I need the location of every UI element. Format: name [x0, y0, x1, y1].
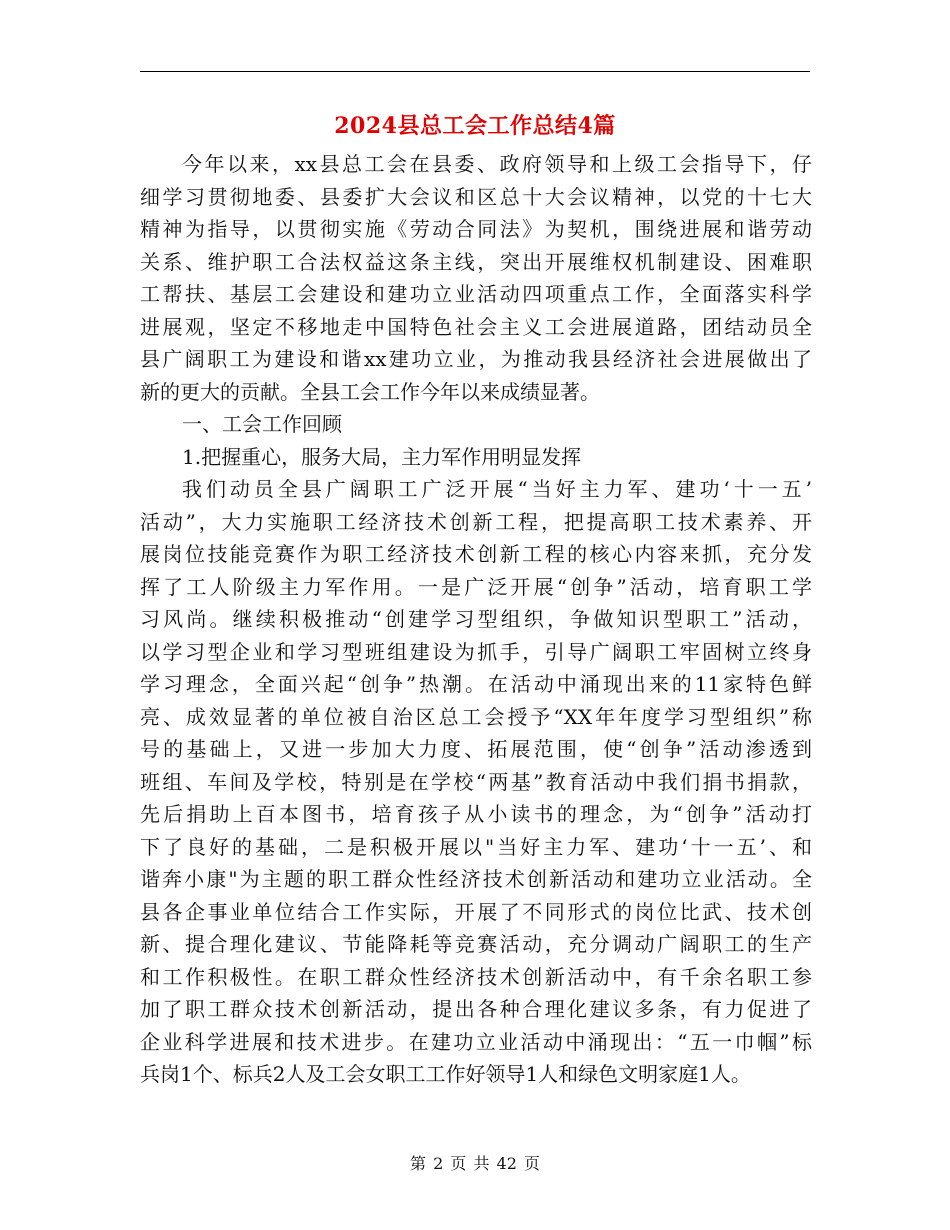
- body-text-line: 学习理念，全面兴起“创争”热潮。在活动中涌现出来的11家特色鲜: [140, 672, 812, 696]
- body-text-line: 班组、车间及学校，特别是在学校“两基”教育活动中我们捐书捐款，: [140, 769, 812, 794]
- body-text-line: 新、提合理化建议、节能降耗等竞赛活动，充分调动广阔职工的生产: [140, 932, 812, 956]
- body-text-line: 工帮扶、基层工会建设和建功立业活动四项重点工作，全面落实科学: [140, 282, 812, 306]
- body-text-line: 企业科学进展和技术进步。在建功立业活动中涌现出：“五一巾帼”标: [140, 1029, 812, 1054]
- body-text-line: 兵岗1个、标兵2人及工会女职工工作好领导1人和绿色文明家庭1人。: [140, 1062, 751, 1086]
- document-title: 2024县总工会工作总结4篇: [334, 113, 616, 139]
- body-text-line: 进展观，坚定不移地走中国特色社会主义工会进展道路，团结动员全: [140, 314, 812, 339]
- body-text-line: 号的基础上，又进一步加大力度、拓展范围，使“创争”活动渗透到: [140, 737, 812, 761]
- body-text-line: 一、工会工作回顾: [182, 412, 342, 436]
- body-text-line: 活动”，大力实施职工经济技术创新工程，把提高职工技术素养、开: [140, 509, 812, 534]
- body-text-line: 亮、成效显著的单位被自治区总工会授予“XX年年度学习型组织”称: [140, 704, 812, 729]
- body-text-line: 县各企事业单位结合工作实际，开展了不同形式的岗位比武、技术创: [140, 899, 812, 924]
- body-text-line: 关系、维护职工合法权益这条主线，突出开展维权机制建设、困难职: [140, 249, 812, 274]
- body-text-line: 我们动员全县广阔职工广泛开展“当好主力军、建功‘十一五’: [182, 477, 812, 501]
- body-text-line: 挥了工人阶级主力军作用。一是广泛开展“创争”活动，培育职工学: [140, 574, 812, 599]
- body-text-line: 加了职工群众技术创新活动，提出各种合理化建议多条，有力促进了: [140, 997, 812, 1021]
- body-text-line: 县广阔职工为建设和谐xx建功立业，为推动我县经济社会进展做出了: [140, 347, 812, 371]
- body-text-line: 细学习贯彻地委、县委扩大会议和区总十大会议精神，以党的十七大: [140, 184, 812, 209]
- body-text-line: 1.把握重心，服务大局，主力军作用明显发挥: [182, 444, 582, 469]
- body-text-line: 和工作积极性。在职工群众性经济技术创新活动中，有千余名职工参: [140, 964, 812, 989]
- body-text-line: 展岗位技能竞赛作为职工经济技术创新工程的核心内容来抓，充分发: [140, 542, 812, 566]
- body-text-line: 先后捐助上百本图书，培育孩子从小读书的理念，为“创争”活动打: [140, 802, 812, 826]
- body-text-line: 谐奔小康"为主题的职工群众性经济技术创新活动和建功立业活动。全: [140, 867, 812, 891]
- header-rule: [140, 71, 810, 72]
- body-text-line: 习风尚。继续积极推动“创建学习型组织，争做知识型职工”活动，: [140, 607, 812, 631]
- body-text-line: 新的更大的贡献。全县工会工作今年以来成绩显著。: [140, 379, 600, 404]
- document-body: [140, 148, 812, 1091]
- page-number-footer: 第 2 页 共 42 页: [410, 1154, 540, 1173]
- body-text-line: 今年以来，xx县总工会在县委、政府领导和上级工会指导下，仔: [182, 152, 812, 176]
- body-text-line: 以学习型企业和学习型班组建设为抓手，引导广阔职工牢固树立终身: [140, 639, 812, 664]
- body-text-line: 精神为指导，以贯彻实施《劳动合同法》为契机，围绕进展和谐劳动: [140, 217, 812, 241]
- body-text-line: 下了良好的基础，二是积极开展以"当好主力军、建功‘十一五’、和: [140, 834, 812, 859]
